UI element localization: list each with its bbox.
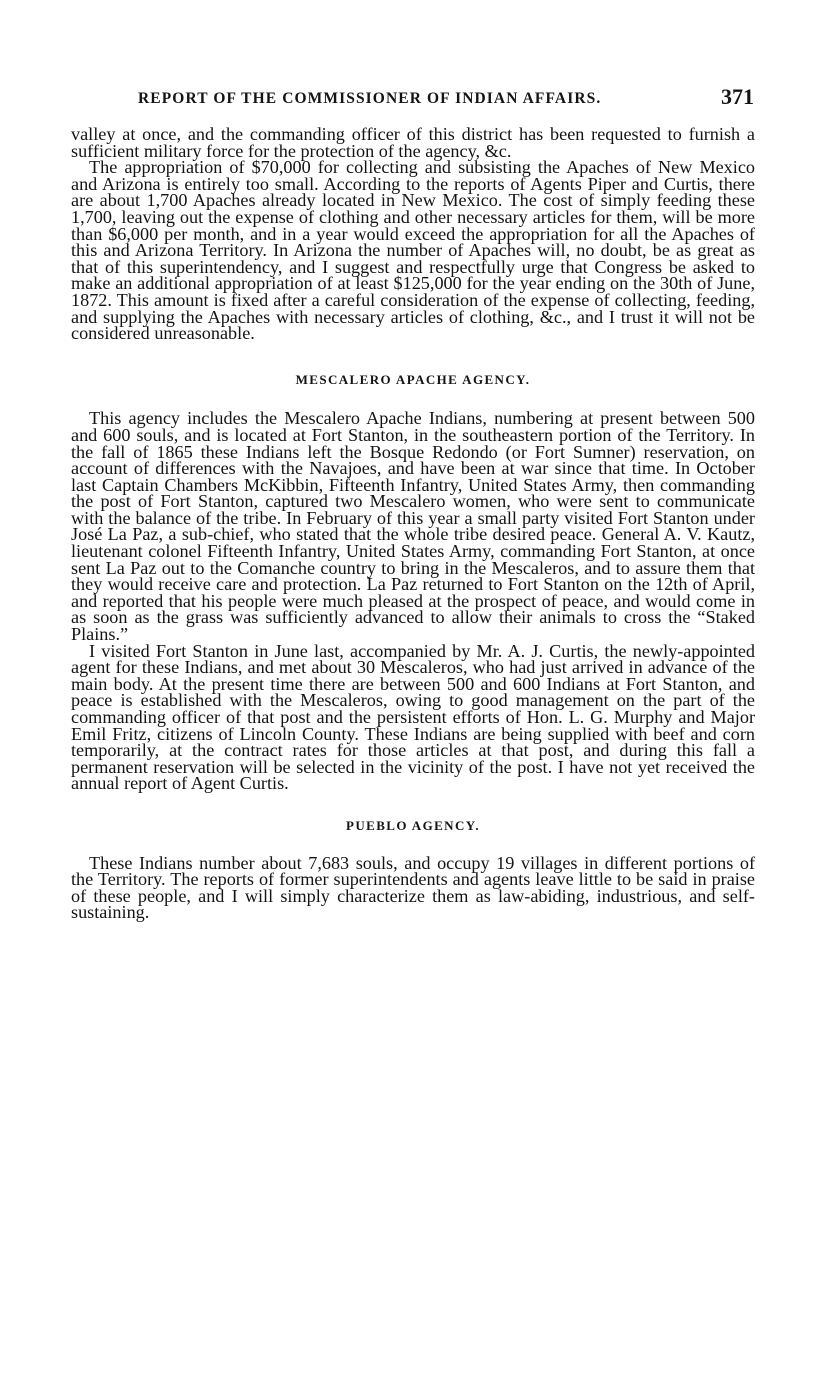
section-heading-pueblo: PUEBLO AGENCY. (346, 817, 480, 833)
running-title: REPORT OF THE COMMISSIONER OF INDIAN AFFAIRS. (138, 90, 602, 107)
section-heading-mescalero: MESCALERO APACHE AGENCY. (295, 371, 531, 387)
paragraph-5: These Indians number about 7,683 souls, and occupy 19 villages in different portions of the Territory. The reports of former superintendents and agents leave little to be said in praise of these people, and I will simply characterize them as law-abiding, industrious, and self-sustaining. (71, 852, 755, 923)
paragraph-3: This agency includes the Mescalero Apache Indians, numbering at present between 500 and 600 souls, and is located at Fort Stanton, in the southeastern portion of the Territory. In the fall of 1865 these Indians left the Bosque Redondo (or Fort Sumner) reservation, on account of differences with the Navajoes, and have been at war since that time. In October last Captain Chambers McKibbin, Fifteenth Infantry, United States Army, then commanding the post of Fort Stanton, captured two Mescalero women, who were sent to communicate with the balance of the tribe. In February of this year a small party visited Fort Stanton under José La Paz, a sub-chief, who stated that the whole tribe desired peace. General A. V. Kautz, lieutenant colonel Fifteenth Infantry, United States Army, commanding Fort Stanton, at once sent La Paz out to the Comanche country to bring in the Mescaleros, and to assure them that they would receive care and protection. La Paz returned to Fort Stanton on the 12th of April, and reported that his people were much pleased at the prospect of peace, and would come in as soon as the grass was sufficiently advanced to allow their animals to cross the “Staked Plains.” (71, 408, 755, 645)
paragraph-2: The appropriation of $70,000 for collecting and subsisting the Apaches of New Mexico and Arizona is entirely too small. According to the reports of Agents Piper and Curtis, there are about 1,700 Apaches already located in New Mexico. The cost of simply feeding these 1,700, leaving out the expense of clothing and other necessary articles for them, will be more than $6,000 per month, and in a year would exceed the appropriation for all the Apaches of this and Arizona Territory. In Arizona the number of Apaches will, no doubt, be as great as that of this superintendency, and I suggest and respectfully urge that Congress be asked to make an additional appropriation of at least $125,000 for the year ending on the 30th of June, 1872. This amount is fixed after a careful consideration of the expense of collecting, feeding, and supplying the Apaches with necessary articles of clothing, &c., and I trust it will not be considered unreasonable. (71, 157, 755, 344)
page-number: 371 (721, 84, 754, 109)
body-text (71, 126, 755, 921)
paragraph-4: I visited Fort Stanton in June last, accompanied by Mr. A. J. Curtis, the newly-appointed agent for these Indians, and met about 30 Mescaleros, who had just arrived in advance of the main body. At the present time there are between 500 and 600 Indians at Fort Stanton, and peace is established with the Mescaleros, owing to good management on the part of the commanding officer of that post and the persistent efforts of Hon. L. G. Murphy and Major Emil Fritz, citizens of Lincoln County. These Indians are being supplied with beef and corn temporarily, at the contract rates for those articles at that post, and during this fall a permanent reservation will be selected in the vicinity of the post. I have not yet received the annual report of Agent Curtis. (71, 640, 755, 794)
paragraph-1: valley at once, and the commanding officer of this district has been requested to furnish a sufficient military force for the protection of the agency, &c. (71, 124, 755, 161)
page-header (138, 84, 754, 114)
